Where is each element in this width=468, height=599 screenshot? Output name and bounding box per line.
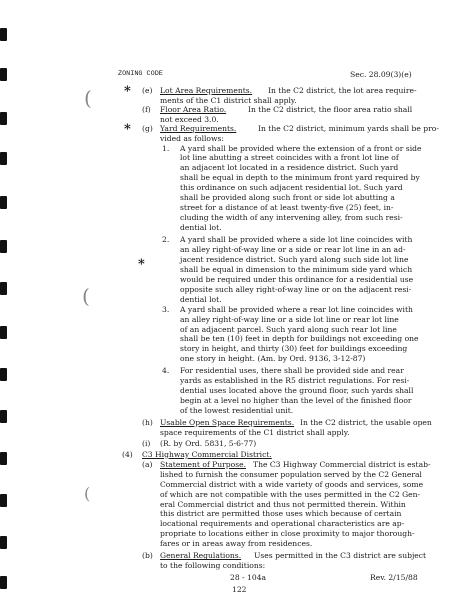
section-g-line: vided as follows:	[160, 133, 224, 143]
section-f-title: Floor Area Ratio.	[160, 104, 227, 114]
list-item-line: of an adjacent parcel. Such yard along such rear lot line	[180, 324, 397, 334]
list-item-line: For residential uses, there shall be provided side and rear	[180, 366, 404, 376]
section-h-label: (h)	[142, 417, 153, 427]
section-4a-line: Commercial district with a wide variety of goods and services, some	[160, 479, 424, 489]
list-item-line: would be required under this ordinance for a residential use	[180, 274, 414, 284]
margin-star: *	[124, 121, 131, 137]
list-item-line: one story in height. (Am. by Ord. 9136, 3-12-87)	[180, 354, 366, 364]
punch-hole	[0, 494, 7, 507]
section-4a-line: The C3 Highway Commercial district is estab-	[253, 459, 431, 469]
scan-mark: (	[84, 86, 92, 110]
list-item-number: 3.	[162, 304, 170, 314]
list-item-line: yards as established in the R5 district regulations. For resi-	[180, 376, 410, 386]
section-4a-line: lished to furnish the consumer population served by the C2 General	[160, 469, 422, 479]
footer-page-ref: 28 - 104a	[230, 573, 267, 583]
section-h-line: In the C2 district, the usable open	[300, 417, 432, 427]
punch-hole	[0, 68, 7, 81]
section-e-line: ments of the C1 district shall apply.	[160, 95, 297, 105]
section-4a-label: (a)	[142, 459, 153, 469]
list-item-line: A yard shall be provided where the extension of a front or side	[180, 143, 422, 153]
scan-mark: (	[84, 484, 91, 503]
list-item-line: dential uses located above the ground floor, such yards shall	[180, 386, 414, 396]
list-item-line: an alley right-of-way line or a side lot line or rear lot line	[180, 314, 399, 324]
margin-star: *	[124, 83, 131, 99]
punch-hole	[0, 452, 7, 465]
list-item-number: 4.	[162, 366, 170, 376]
section-4a-title: Statement of Purpose.	[160, 459, 247, 469]
list-item-line: begin at a level no higher than the level of the finished floor	[180, 396, 412, 406]
punch-hole	[0, 196, 7, 209]
list-item-line: shall be provided along such front or side lot abutting a	[180, 193, 395, 203]
list-item-line: an adjacent lot located in a residence district. Such yard	[180, 163, 399, 173]
header-title: ZONING CODE	[118, 69, 163, 78]
section-4b-title: General Regulations.	[160, 551, 242, 561]
section-4b-line: Uses permitted in the C3 district are subject	[254, 551, 427, 561]
punch-hole	[0, 28, 7, 41]
list-item-line: of the lowest residential unit.	[180, 406, 294, 416]
punch-hole	[0, 368, 7, 381]
list-item-line: shall be ten (10) feet in depth for buildings not exceeding one	[180, 334, 419, 344]
section-4b-line: to the following conditions:	[160, 561, 266, 571]
section-f-line: not exceed 3.0.	[160, 114, 219, 124]
section-e-label: (e)	[142, 85, 153, 95]
page-number: 122	[232, 585, 247, 595]
footer-revision: Rev. 2/15/88	[370, 573, 418, 583]
section-h-line: space requirements of the C1 district shall apply.	[160, 427, 350, 437]
list-item-line: lot line abutting a street coincides with a front lot line of	[180, 153, 399, 163]
punch-hole	[0, 282, 7, 295]
punch-hole	[0, 576, 7, 589]
punch-hole	[0, 326, 7, 339]
list-item-line: story in height, and thirty (30) feet for buildings exceeding	[180, 344, 408, 354]
margin-star: *	[138, 256, 145, 272]
list-item-line: A yard shall be provided where a side lot line coincides with	[180, 235, 413, 245]
section-4-title: C3 Highway Commercial District.	[142, 449, 272, 459]
list-item-line: dential lot.	[180, 223, 222, 233]
punch-hole	[0, 240, 7, 253]
section-g-title: Yard Requirements.	[160, 123, 237, 133]
section-f-line: In the C2 district, the floor area ratio shall	[248, 104, 413, 114]
scan-mark: (	[82, 284, 90, 308]
section-4-label: (4)	[122, 449, 133, 459]
section-4b-label: (b)	[142, 551, 153, 561]
section-i-label: (i)	[142, 438, 151, 448]
section-g-label: (g)	[142, 123, 153, 133]
list-item-line: this ordinance on such adjacent residential lot. Such yard	[180, 183, 403, 193]
list-item-line: A yard shall be provided where a rear lot line coincides with	[180, 304, 413, 314]
list-item-line: street for a distance of at least twenty-five (25) feet, in-	[180, 203, 394, 213]
punch-hole	[0, 112, 7, 125]
list-item-number: 2.	[162, 235, 170, 245]
section-4a-line: eral Commercial district and thus not permitted therein. Within	[160, 499, 406, 509]
list-item-line: shall be equal in dimension to the minimum side yard which	[180, 264, 413, 274]
punch-hole	[0, 536, 7, 549]
list-item-line: opposite such alley right-of-way line or on the adjacent resi-	[180, 284, 412, 294]
section-4a-line: of which are not compatible with the uses permitted in the C2 Gen-	[160, 489, 421, 499]
section-e-line: In the C2 district, the lot area require-	[268, 85, 417, 95]
header-section-ref: Sec. 28.09(3)(e)	[350, 69, 412, 79]
list-item-line: shall be equal in depth to the minimum front yard required by	[180, 173, 420, 183]
section-h-title: Usable Open Space Requirements.	[160, 417, 295, 427]
section-4a-line: fares or in areas away from residences.	[160, 539, 313, 549]
list-item-line: dential lot.	[180, 294, 222, 304]
section-4a-line: locational requirements and operational characteristics are ap-	[160, 519, 405, 529]
section-f-label: (f)	[142, 104, 151, 114]
punch-hole	[0, 152, 7, 165]
section-4a-line: propriate to locations either in close proximity to major thorough-	[160, 529, 415, 539]
list-item-number: 1.	[162, 143, 170, 153]
section-4a-line: this district are permitted those uses which because of certain	[160, 509, 402, 519]
section-i-text: (R. by Ord. 5831, 5-6-77)	[160, 438, 257, 448]
list-item-line: cluding the width of any intervening alley, from such resi-	[180, 213, 403, 223]
list-item-line: an alley right-of-way line or a side or rear lot line in an ad-	[180, 244, 406, 254]
section-g-line: In the C2 district, minimum yards shall be pro-	[258, 123, 439, 133]
list-item-line: jacent residence district. Such yard along such side lot line	[180, 254, 409, 264]
punch-hole	[0, 410, 7, 423]
section-e-title: Lot Area Requirements.	[160, 85, 253, 95]
